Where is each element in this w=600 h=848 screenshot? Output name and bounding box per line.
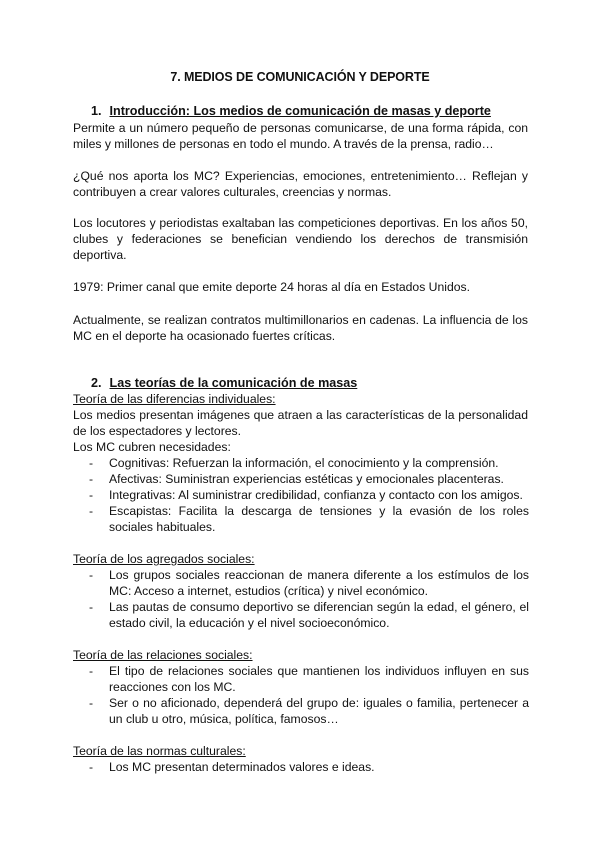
list-item [89,663,529,695]
list-item [89,695,529,727]
list-item-text: Ser o no aficionado, dependerá del grupo de: iguales o familia, pertenecer a un club u otro, música, política, famosos… [109,696,529,727]
section-1-heading [91,104,491,118]
dash-marker: - [89,488,94,502]
section-1-title: Introducción: Los medios de comunicación de masas y deporte [109,104,491,118]
list-item-text: Las pautas de consumo deportivo se diferencian según la edad, el género, el estado civil, la educación y el nivel socioeconómico. [109,600,529,631]
list-item [89,567,529,599]
list-item-text: Cognitivas: Refuerzan la información, el conocimiento y la comprensión. [109,456,499,470]
theory-3-title: Teoría de las relaciones sociales: [73,648,253,662]
page-title: 7. MEDIOS DE COMUNICACIÓN Y DEPORTE [170,70,430,84]
list-item-text: El tipo de relaciones sociales que mantienen los individuos influyen en sus reacciones con los MC. [109,664,529,695]
list-item [89,487,529,503]
list-item-text: Afectivas: Suministran experiencias estéticas y emocionales placenteras. [109,472,504,486]
list-item [89,455,529,471]
dash-marker: - [89,568,94,582]
dash-marker: - [89,664,94,678]
section-2-title: Las teorías de la comunicación de masas [109,376,358,390]
theory-2-title: Teoría de los agregados sociales: [73,552,255,566]
paragraph: ¿Qué nos aporta los MC? Experiencias, emociones, entretenimiento… Reflejan y contribuyen a crear valores culturales, creencias y normas. [73,169,528,200]
list-item-text: Los grupos sociales reaccionan de manera diferente a los estímulos de los MC: Acceso a internet, estudios (crítica) y nivel económico. [109,568,529,599]
dash-marker: - [89,760,94,774]
theory-1-title: Teoría de las diferencias individuales: [73,392,276,406]
section-2-heading [91,376,357,390]
paragraph: Los locutores y periodistas exaltaban las competiciones deportivas. En los años 50, clubes y federaciones se benefician vendiendo los derechos de transmisión deportiva. [73,216,528,263]
section-2-number: 2. [91,376,102,390]
dash-marker: - [89,456,94,470]
paragraph: Actualmente, se realizan contratos multimillonarios en cadenas. La influencia de los MC en el deporte ha ocasionado fuertes críticas. [73,313,528,344]
theory-4-title: Teoría de las normas culturales: [73,744,246,758]
paragraph: Permite a un número pequeño de personas comunicarse, de una forma rápida, con miles y millones de personas en todo el mundo. A través de la prensa, radio… [73,121,528,152]
dash-marker: - [89,472,94,486]
list-item-text: Los MC presentan determinados valores e ideas. [109,760,375,774]
dash-marker: - [89,696,94,710]
section-1-number: 1. [91,104,102,118]
list-item [89,471,529,487]
dash-marker: - [89,600,94,614]
list-item [89,599,529,631]
dash-marker: - [89,504,94,518]
list-item [89,503,529,535]
list-item [89,759,529,775]
theory-1-intro: Los medios presentan imágenes que atraen a las características de la personalidad de los espectadores y lectores. [73,408,528,439]
list-item-text: Integrativas: Al suministrar credibilidad, confianza y contacto con los amigos. [109,488,523,502]
list-item-text: Escapistas: Facilita la descarga de tensiones y la evasión de los roles sociales habituales. [109,504,529,535]
paragraph: 1979: Primer canal que emite deporte 24 horas al día en Estados Unidos. [73,280,471,294]
theory-1-intro-2: Los MC cubren necesidades: [73,440,231,454]
